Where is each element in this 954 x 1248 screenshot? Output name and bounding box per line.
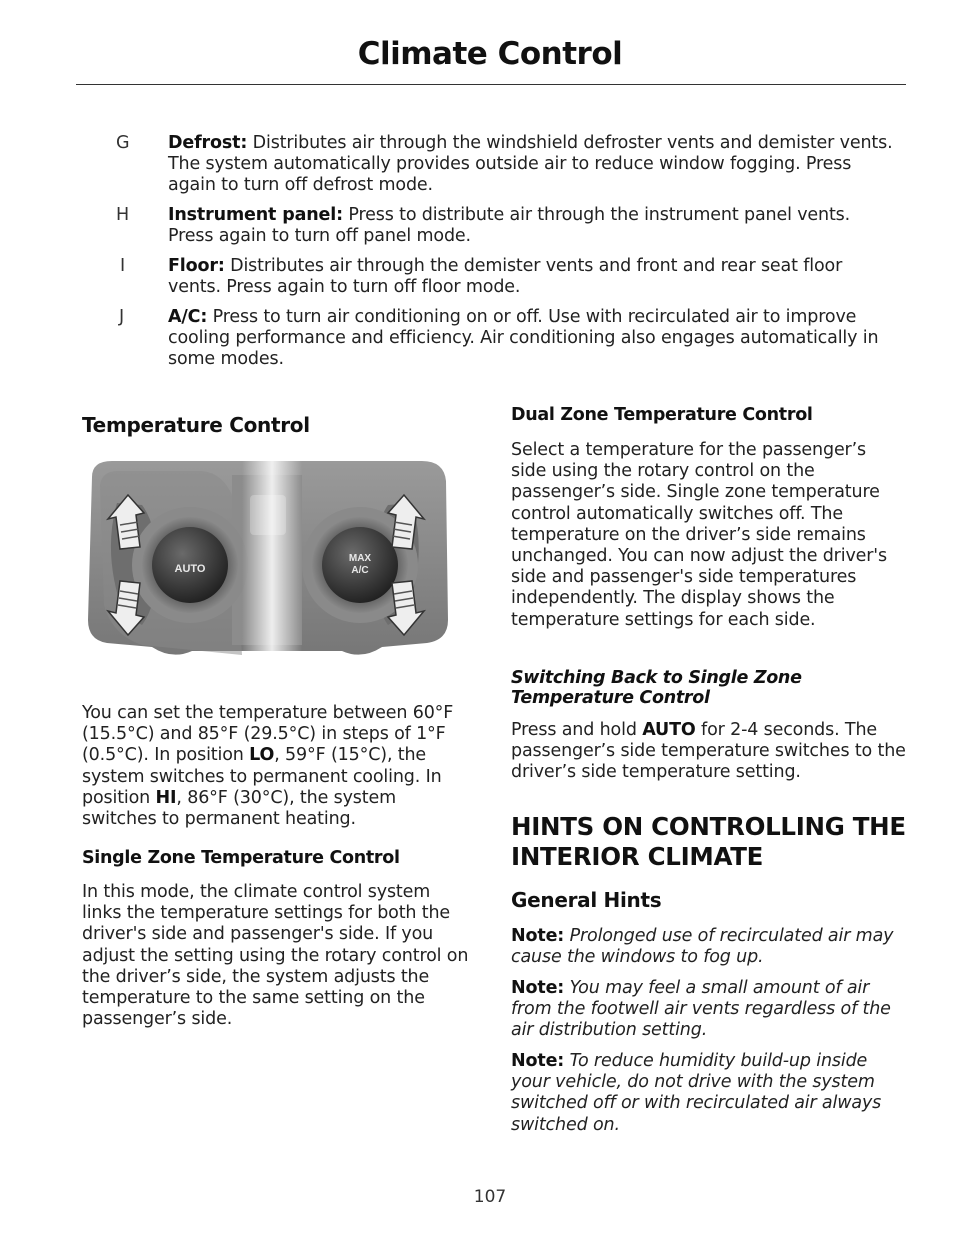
general-hints-heading: General Hints	[511, 888, 662, 912]
item-term: Floor:	[168, 256, 225, 276]
item-text: Press to distribute air through the instrument panel vents. Press again to turn off panel mode.	[168, 205, 851, 246]
item-term: Instrument panel:	[168, 205, 343, 225]
note-2	[511, 978, 906, 1042]
item-description	[168, 205, 896, 247]
controls-definition-list	[110, 133, 910, 379]
paragraph-text: You can set the temperature between 60°F (15.5°C) and 85°F (29.5°C) in steps of 1°F (0.5°C). In position	[82, 703, 454, 766]
note-text: You may feel a small amount of air from the footwell air vents regardless of the air distribution setting.	[511, 978, 891, 1041]
item-description	[168, 256, 896, 298]
item-letter: G	[116, 133, 130, 153]
switch-back-heading: Switching Back to Single Zone Temperature Control	[511, 668, 802, 708]
note-label: Note:	[511, 926, 565, 946]
item-term: Defrost:	[168, 133, 248, 153]
lo-label: LO	[249, 745, 275, 766]
paragraph-text: , 86°F (30°C), the system switches to permanent heating.	[82, 787, 396, 830]
control-knobs-illustration	[82, 455, 450, 673]
list-item	[110, 307, 910, 370]
hints-heading: HINTS ON CONTROLLING THE INTERIOR CLIMATE	[511, 812, 906, 871]
title-divider	[76, 84, 906, 85]
page-number: 107	[473, 1187, 507, 1207]
note-1	[511, 926, 906, 968]
climate-control-panel-image	[82, 455, 450, 673]
max-knob-label: MAX	[348, 553, 372, 564]
note-label: Note:	[511, 978, 565, 998]
auto-knob-label: AUTO	[174, 563, 206, 575]
single-zone-paragraph: In this mode, the climate control system links the temperature settings for both the driver's side and passenger's side. If you adjust the setting using the rotary control on the driver’s side, the system adjusts the temperature to the same setting on the passenger’s side.	[82, 882, 469, 1030]
item-letter: I	[120, 256, 126, 276]
auto-label: AUTO	[642, 720, 696, 740]
temperature-range-paragraph	[82, 703, 474, 830]
item-text: Press to turn air conditioning on or off. Use with recirculated air to improve cooling performance and efficiency. Air conditioning also engages automatically in some modes.	[168, 307, 879, 369]
item-term: A/C:	[168, 307, 208, 327]
paragraph-text: Press and hold	[511, 720, 643, 740]
temperature-control-heading: Temperature Control	[82, 413, 310, 437]
item-description	[168, 133, 896, 196]
single-zone-heading: Single Zone Temperature Control	[82, 848, 400, 868]
list-item	[110, 133, 910, 196]
list-item	[110, 256, 910, 298]
paragraph-text: , 59°F (15°C), the system switches to permanent cooling. In position	[82, 745, 442, 808]
note-text: To reduce humidity build-up inside your vehicle, do not drive with the system switched off or with recirculated air always switched on.	[511, 1051, 882, 1135]
item-text: Distributes air through the windshield defroster vents and demister vents. The system automatically provides outside air to reduce window fogging. Press again to turn off defrost mode.	[168, 133, 893, 195]
note-label: Note:	[511, 1051, 565, 1071]
note-3	[511, 1051, 906, 1136]
paragraph-text: for 2-4 seconds. The passenger’s side temperature switches to the driver’s side temperature setting.	[511, 720, 906, 783]
dual-zone-paragraph: Select a temperature for the passenger’s side using the rotary control on the passenger’s side. Single zone temperature control automatically switches off. The temperature on the driver’s side remains unchanged. You can now adjust the driver's side and passenger's side temperatures independently. The display shows the temperature settings for each side.	[511, 440, 887, 630]
hi-label: HI	[155, 787, 177, 808]
page-title: Climate Control	[357, 36, 623, 72]
item-description	[168, 307, 896, 370]
switch-back-paragraph	[511, 720, 906, 784]
item-letter: J	[119, 307, 125, 327]
ac-knob-label: A/C	[351, 565, 369, 576]
item-letter: H	[116, 205, 130, 225]
item-text: Distributes air through the demister vents and front and rear seat floor vents. Press again to turn off floor mode.	[168, 256, 843, 297]
note-text: Prolonged use of recirculated air may cause the windows to fog up.	[511, 926, 894, 968]
dual-zone-heading: Dual Zone Temperature Control	[511, 405, 813, 425]
list-item	[110, 205, 910, 247]
